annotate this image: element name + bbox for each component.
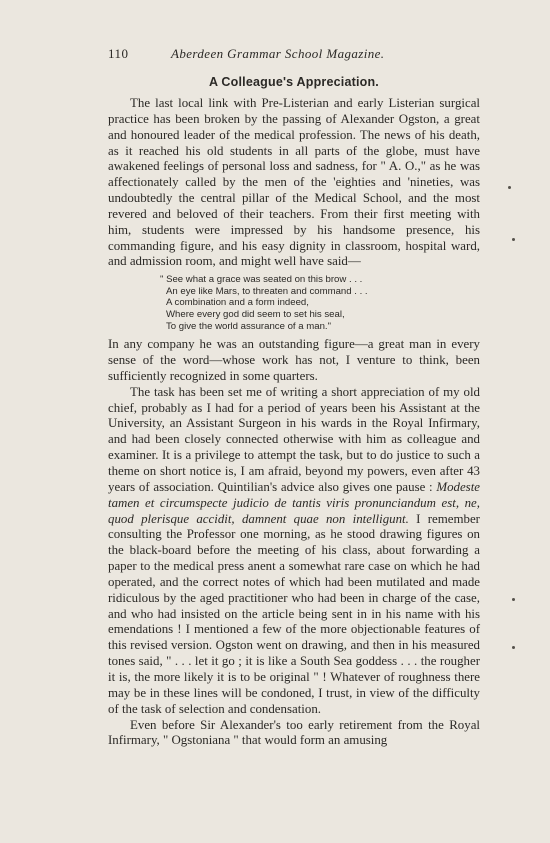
- running-head: [108, 46, 480, 64]
- verse-line-5: To give the world assurance of a man.": [166, 320, 331, 332]
- paragraph-2: In any company he was an outstanding figure—a great man in every sense of the word—whose work has not, I venture to think, been sufficiently recognized in some quarters.: [108, 337, 480, 383]
- latin-quotation: Modeste tamen et circumspecte judicio de tantis viris pronunciandum est, ne, quod plerisque accidit, damnent quae non intelligunt.: [108, 479, 480, 526]
- verse-line-2: An eye like Mars, to threaten and command . . .: [166, 285, 368, 297]
- article-title: A Colleague's Appreciation.: [209, 75, 379, 89]
- verse-line-1: " See what a grace was seated on this brow . . .: [160, 274, 363, 286]
- print-speck: [512, 598, 515, 601]
- journal-title: Aberdeen Grammar School Magazine.: [171, 46, 385, 61]
- page-number: 110: [108, 46, 129, 61]
- paragraph-4: Even before Sir Alexander's too early retirement from the Royal Infirmary, " Ogstoniana " that would form an amusing: [108, 717, 480, 748]
- print-speck: [512, 238, 515, 241]
- paragraph-3-text-a: The task has been set me of writing a short appreciation of my old chief, probably as I had for a period of years been his Assistant at the University, an Assistant Surgeon in his wards in the Royal Infirmary, and had been closely connected otherwise with him as colleague and examiner. It is a privilege to attempt the task, but to do justice to such a theme on short notice is, I am afraid, beyond my powers, even after 43 years of association. Quintilian's advice also gives one pause :: [108, 384, 480, 494]
- paragraph-1: The last local link with Pre-Listerian and early Listerian surgical practice has been broken by the passing of Alexander Ogston, a great and honoured leader of the medical profession. The news of his death, as it reached his old students in all parts of the globe, must have awakened feelings of personal loss and sadness, for " A. O.," as he was affectionately called by the men of the 'eighties and 'nineties, was undoubtedly the central pillar of the Medical School, and the most revered and beloved of their teachers. From their first meeting with him, students were impressed by his handsome presence, his commanding figure, and his easy dignity in classroom, hospital ward, and admission room, and might well have said—: [108, 96, 480, 269]
- verse-quotation: [160, 274, 480, 332]
- verse-line-4: Where every god did seem to set his seal,: [166, 309, 345, 321]
- print-speck: [512, 646, 515, 649]
- paragraph-3: [108, 385, 480, 718]
- article-body: [108, 96, 480, 749]
- print-speck: [508, 186, 511, 189]
- paragraph-3-text-b: I remember consulting the Professor one morning, as he stood drawing figures on the black-board before the meeting of his class, about forwarding a paper to the medical press anent a somewhat rare case on which he had operated, and the correct notes of which had been mutilated and made ridiculous by the aged practitioner who had been in charge of the case, and who had insisted on the article being sent in in his name with his emendations ! I mentioned a few of the more objectionable features of this revised version. Ogston went on drawing, and then in his measured tones said, " . . . let it go ; it is like a South Sea goddess . . . the rougher it is, the more likely it is to be original " ! Whatever of roughness there may be in these lines will be condoned, I trust, in view of the difficulty of the task of selection and condensation.: [108, 511, 480, 716]
- verse-line-3: A combination and a form indeed,: [166, 297, 309, 309]
